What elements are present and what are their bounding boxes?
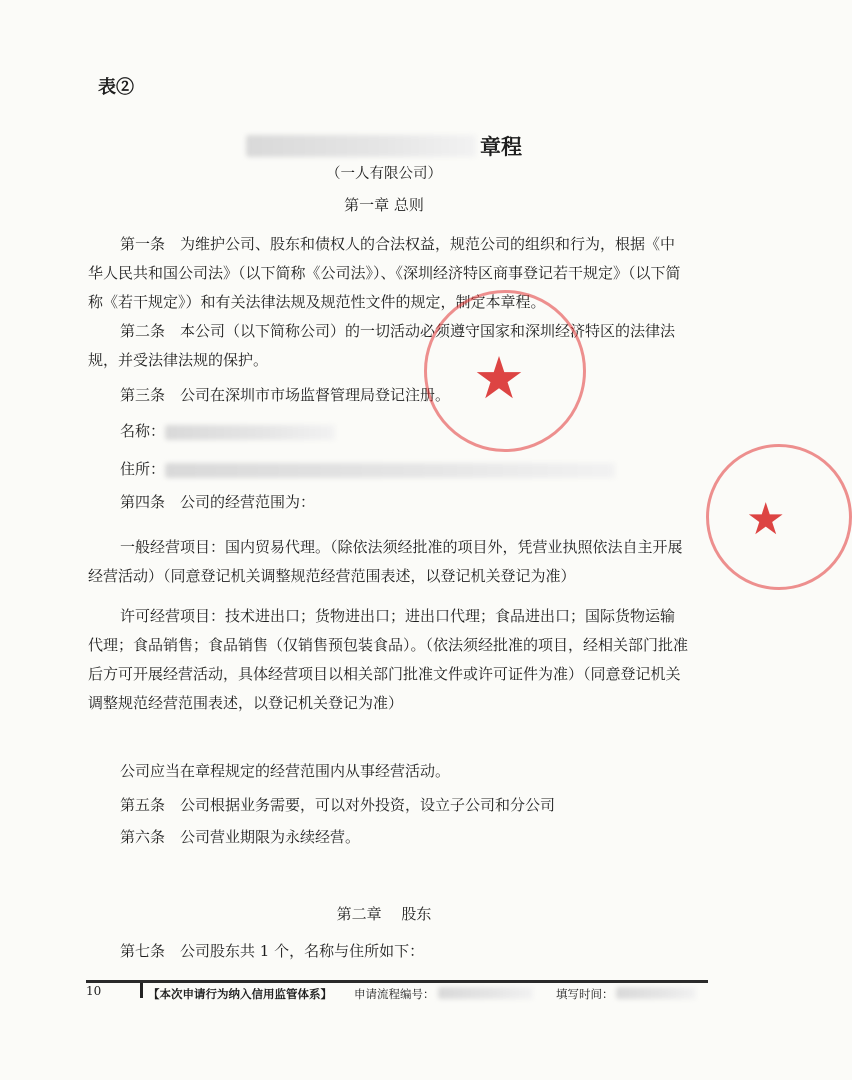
page-number: 10 [86, 984, 102, 998]
credit-notice: 【本次申请行为纳入信用监管体系】 [148, 987, 332, 1001]
general-business-scope [88, 533, 688, 591]
fill-time-label: 填写时间： [556, 987, 614, 1001]
footer-divider [86, 980, 708, 983]
article-1 [88, 230, 688, 317]
permit-business-scope [88, 602, 688, 718]
company-name-row [120, 420, 335, 441]
article-2-text: 第二条 本公司（以下简称公司）的一切活动必须遵守国家和深圳经济特区的法律法规，并受法律法规的保护。 [88, 322, 676, 369]
redacted-flow-number [438, 987, 533, 999]
permit-scope-text: 许可经营项目：技术进出口；货物进出口；进出口代理；食品进出口；国际货物运输代理；食品销售；食品销售（仅销售预包装食品）。（依法须经批准的项目，经相关部门批准后方可开展经营活动，具体经营项目以相关部门批准文件或许可证件为准）（同意登记机关调整规范经营范围表述，以登记机关登记为准） [88, 607, 689, 712]
redacted-address-value [165, 463, 615, 478]
name-label: 名称： [120, 422, 166, 440]
article-4: 第四条 公司的经营范围为： [120, 493, 316, 511]
seal-star-icon: ★ [473, 344, 525, 412]
form-tag: 表② [98, 77, 134, 98]
seal-star-icon-partial: ★ [746, 494, 786, 545]
chapter-heading-1: 第一章 总则 [344, 196, 424, 214]
company-address-row [120, 458, 615, 479]
scope-note: 公司应当在章程规定的经营范围内从事经营活动。 [120, 762, 451, 780]
article-2 [88, 317, 688, 375]
redacted-fill-time [616, 987, 696, 999]
footer-bar [140, 983, 143, 998]
address-label: 住所： [120, 460, 166, 478]
chapter-heading-2: 第二章 股东 [336, 905, 432, 923]
article-7: 第七条 公司股东共 1 个，名称与住所如下： [120, 942, 425, 960]
title-row [0, 131, 768, 161]
doc-subtitle: （一人有限公司） [326, 166, 442, 182]
article-3: 第三条 公司在深圳市市场监督管理局登记注册。 [120, 386, 451, 404]
general-scope-text: 一般经营项目：国内贸易代理。（除依法须经批准的项目外，凭营业执照依法自主开展经营活动）（同意登记机关调整规范经营范围表述，以登记机关登记为准） [88, 538, 683, 585]
redacted-company-name [246, 135, 476, 157]
doc-title: 章程 [480, 134, 522, 159]
redacted-name-value [165, 425, 335, 440]
article-1-text: 第一条 为维护公司、股东和债权人的合法权益，规范公司的组织和行为，根据《中华人民共和国公司法》（以下简称《公司法》）、《深圳经济特区商事登记若干规定》（以下简称《若干规定》）和有关法律法规及规范性文件的规定，制定本章程。 [88, 235, 681, 311]
article-5: 第五条 公司根据业务需要，可以对外投资，设立子公司和分公司 [120, 796, 556, 814]
article-6: 第六条 公司营业期限为永续经营。 [120, 828, 361, 846]
flow-number-label: 申请流程编号： [354, 987, 435, 1001]
